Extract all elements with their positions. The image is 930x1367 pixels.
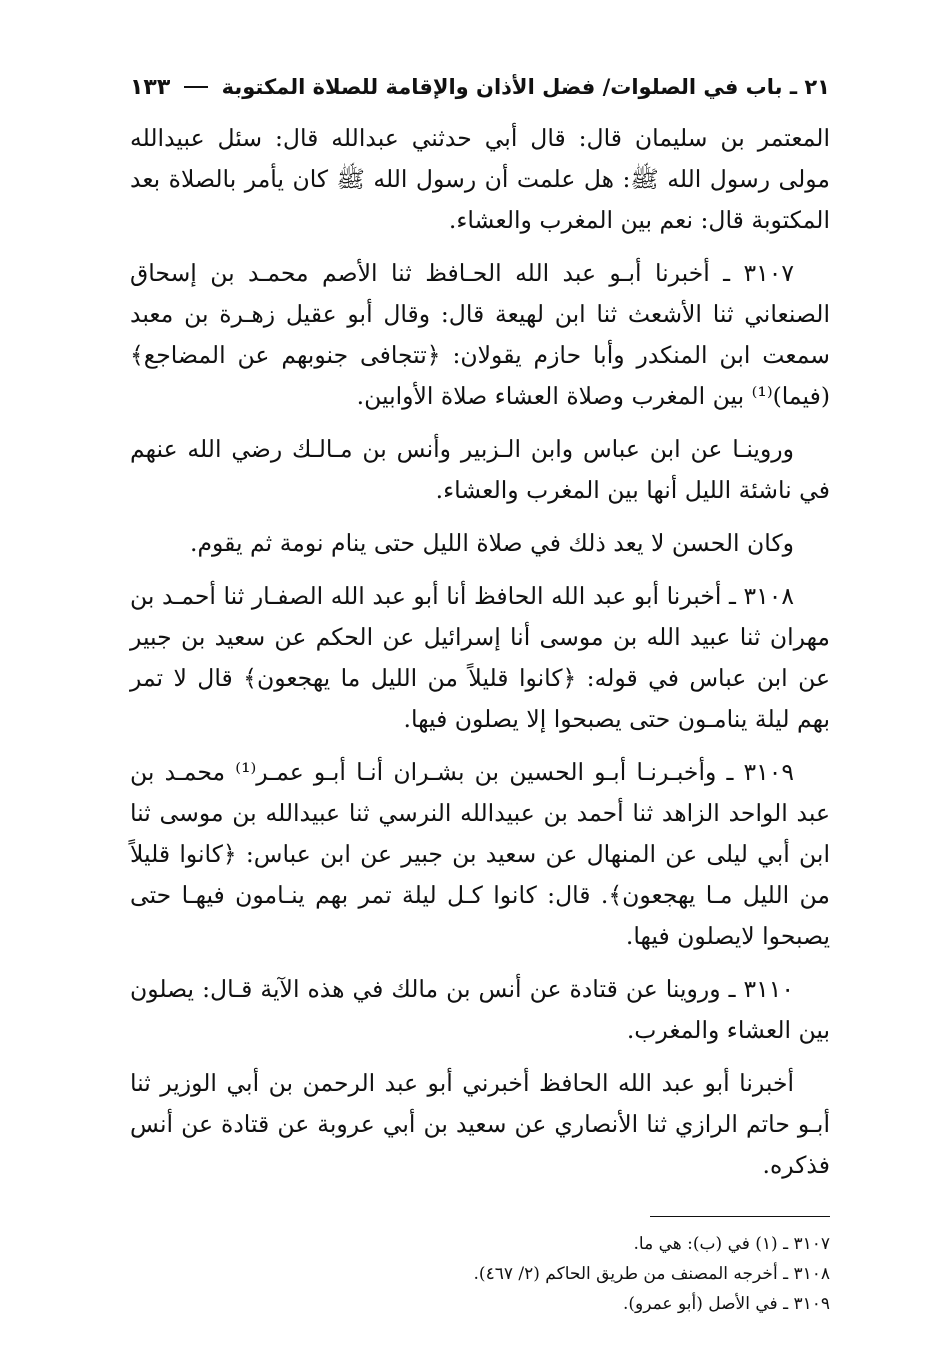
paragraph: وروينـا عن ابن عباس وابن الـزبير وأنس بن مـالـك رضي الله عنهم في ناشئة الليل أنها بين المغرب والعشاء. [130,435,830,504]
footnote: ٣١٠٨ ـ أخرجه المصنف من طريق الحاكم (٢/ ٤٦٧). [473,1264,830,1284]
main-text [130,118,830,1186]
paragraph: المعتمر بن سليمان قال: قال أبي حدثني عبدالله قال: سئل عبيدالله مولى رسول الله ﷺ: هل علمت أن رسول الله ﷺ كان يأمر بالصلاة بعد المكتوبة قال: نعم بين المغرب والعشاء. [130,124,830,234]
running-header [130,70,830,104]
page-number: ١٣٣ [130,74,171,100]
paragraph: وكان الحسن لا يعد ذلك في صلاة الليل حتى ينام نومة ثم يقوم. [189,529,794,557]
paragraph: ٣١٠٩ ـ وأخبـرنـا أبـو الحسين بن بشـران أنـا أبـو عمـر⁽¹⁾ محمـد بن عبد الواحد الزاهد ثنا أحمد بن عبيدالله النرسي ثنا عبيدالله بن موسى ثنا ابن أبي ليلى عن المنهال عن سعيد بن جبير عن ابن عباس: ﴿كانوا قليلاً من الليل مـا يهجعون﴾. قال: كانوا كـل ليلة تمر بهم ينـامون فيهـا حتى يصبحوا لايصلون فيها. [130,758,830,950]
paragraph: ٣١٠٨ ـ أخبرنا أبو عبد الله الحافظ أنا أبو عبد الله الصفـار ثنا أحمـد بن مهران ثنا عبيد الله بن موسى أنا إسرائيل عن الحكم عن سعيد بن جبير عن ابن عباس في قوله: ﴿كانوا قليلاً من الليل ما يهجعون﴾ قال لا تمر بهم ليلة ينامـون حتى يصبحوا إلا يصلون فيها. [130,582,830,733]
paragraph: ٣١٠٧ ـ أخبرنا أبـو عبد الله الحـافظ ثنا الأصم محمـد بن إسحاق الصنعاني ثنا الأشعث ثنا ابن لهيعة قال: وقال أبو عقيل زهـرة بن معبد سمعت ابن المنكدر وأبا حازم يقولان: ﴿تتجافى جنوبهم عن المضاجع﴾ (فيما)⁽¹⁾ بين المغرب وصلاة العشاء صلاة الأوابين. [130,259,830,410]
paragraph: أخبرنا أبو عبد الله الحافظ أخبرني أبو عبد الرحمن بن أبي الوزير ثنا أبـو حاتم الرازي ثنا الأنصاري عن سعيد بن أبي عروبة عن قتادة عن أنس فذكره. [130,1069,830,1179]
footnotes [130,1229,830,1319]
header-title: ٢١ ـ باب في الصلوات/ فضل الأذان والإقامة للصلاة المكتوبة [221,75,830,99]
footnote: ٣١٠٧ ـ (١) في (ب): هي ما. [633,1234,830,1254]
paragraph: ٣١١٠ ـ وروينا عن قتادة عن أنس بن مالك في هذه الآية قـال: يصلون بين العشاء والمغرب. [130,975,830,1044]
header-rule [184,86,207,88]
footnote-separator [650,1216,830,1217]
footnote: ٣١٠٩ ـ في الأصل (أبو عمرو). [622,1294,830,1314]
